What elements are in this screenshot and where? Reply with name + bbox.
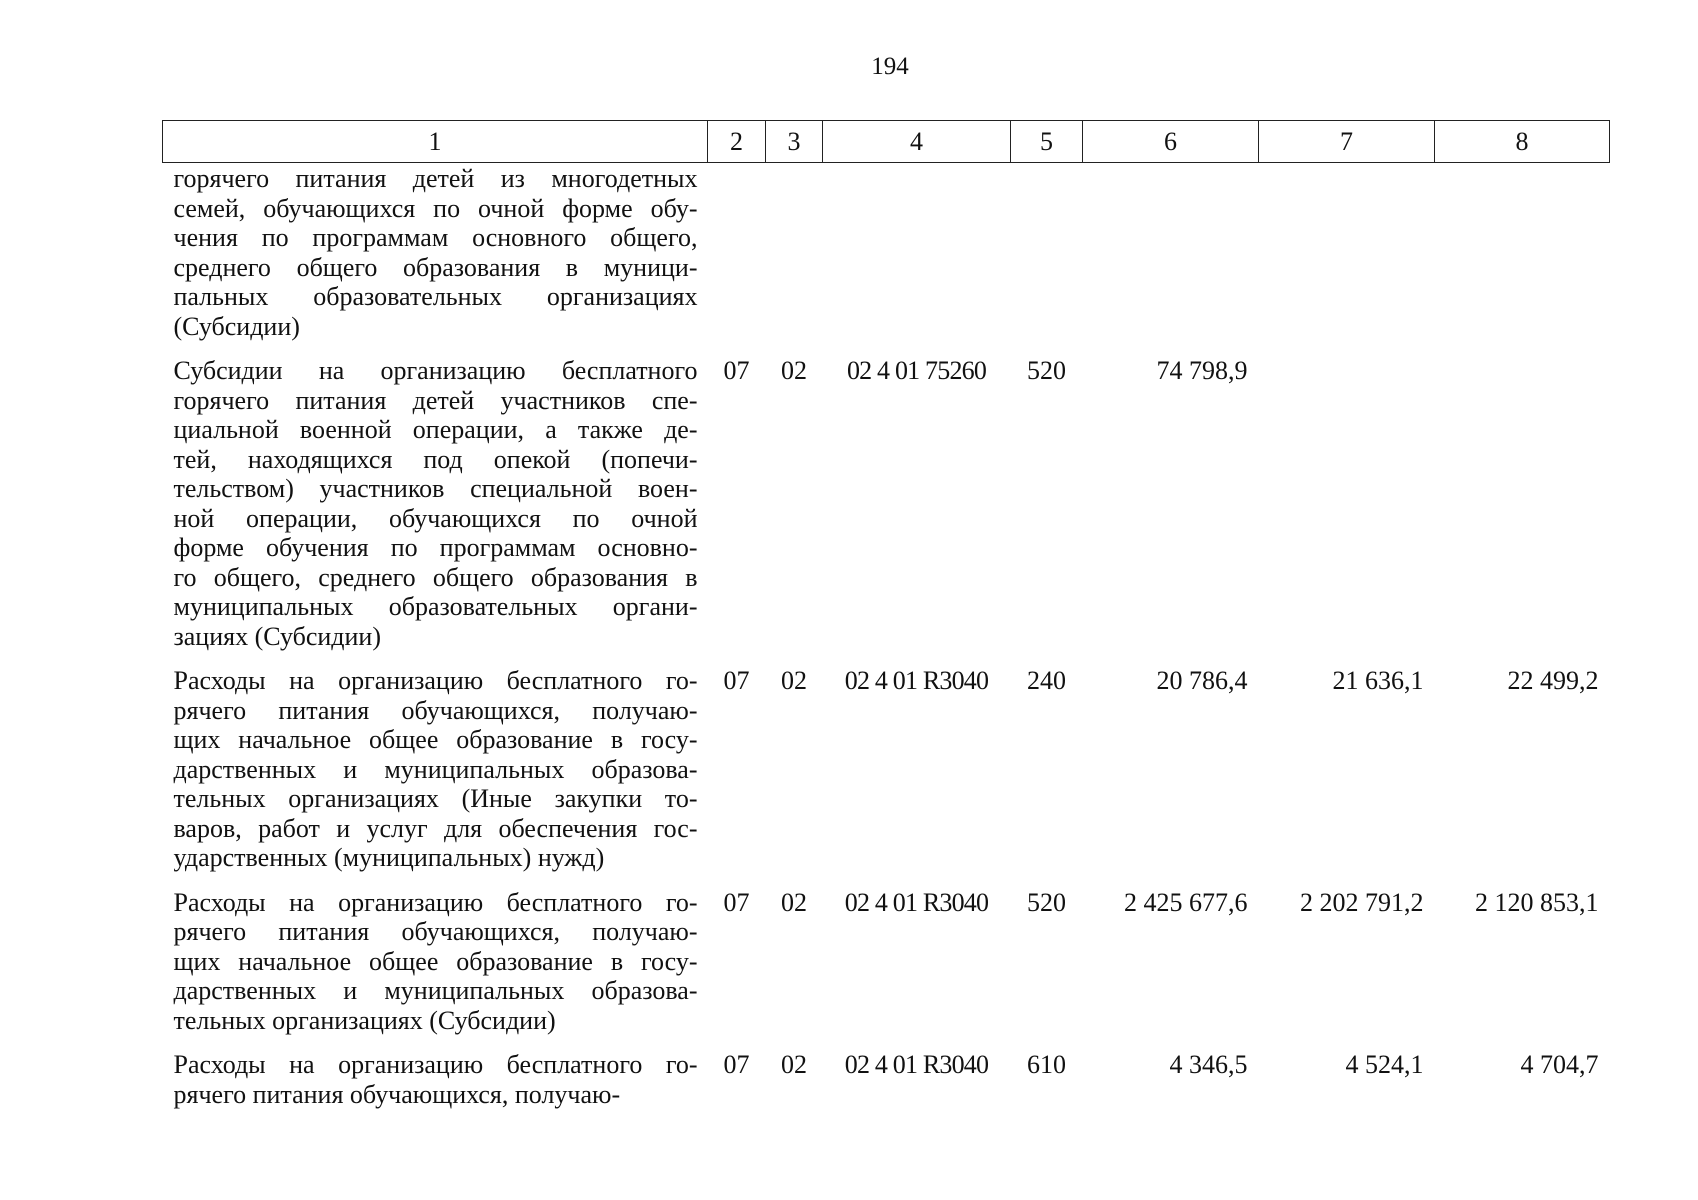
description-line: горячего питания детей участников спе- bbox=[173, 385, 698, 415]
cell-expense-type bbox=[1011, 163, 1083, 357]
cell-amount-year-3 bbox=[1435, 356, 1610, 666]
cell-description bbox=[163, 666, 708, 888]
cell-amount-year-2: 21 636,1 bbox=[1332, 666, 1424, 695]
cell-amount-year-3: 2 120 853,1 bbox=[1475, 887, 1599, 917]
description-line: циальной военной операции, а также де- bbox=[173, 415, 698, 444]
cell-target-article: 02 4 01 R3040 bbox=[844, 666, 989, 695]
header-col-2: 2 bbox=[708, 121, 766, 163]
cell-amount-year-1: 74 798,9 bbox=[1156, 356, 1248, 385]
cell-amount-year-2: 4 524,1 bbox=[1345, 1050, 1424, 1079]
cell-amount-year-2: 2 202 791,2 bbox=[1300, 887, 1424, 917]
cell-amount-year-3: 22 499,2 bbox=[1507, 666, 1599, 695]
cell-amount-year-1: 2 425 677,6 bbox=[1124, 887, 1248, 917]
description-line: среднего общего образования в муници- bbox=[173, 252, 698, 282]
description-line: дарственных и муниципальных образова- bbox=[173, 754, 698, 784]
cell-subsection: 02 bbox=[781, 887, 807, 917]
cell-amount-year-1: 20 786,4 bbox=[1156, 666, 1248, 695]
description-line: рячего питания обучающихся, получаю- bbox=[173, 1079, 621, 1109]
description-line: тельством) участников специальной воен- bbox=[173, 474, 698, 503]
cell-description bbox=[163, 1050, 708, 1124]
cell-target-article bbox=[823, 163, 1011, 357]
cell-section bbox=[708, 163, 766, 357]
cell-section: 07 bbox=[723, 356, 750, 385]
cell-description bbox=[163, 356, 708, 666]
description-line: рячего питания обучающихся, получаю- bbox=[173, 695, 698, 725]
header-col-4: 4 bbox=[823, 121, 1011, 163]
cell-expense-type: 520 bbox=[1027, 887, 1066, 917]
cell-amount-year-3 bbox=[1435, 163, 1610, 357]
description-line: форме обучения по программам основно- bbox=[173, 533, 698, 562]
description-line: тей, находящихся под опекой (попечи- bbox=[173, 444, 698, 474]
description-line: тельных организациях (Субсидии) bbox=[173, 1005, 556, 1035]
description-line: щих начальное общее образование в госу- bbox=[173, 725, 698, 754]
cell-section: 07 bbox=[723, 887, 750, 917]
description-line: семей, обучающихся по очной форме обу- bbox=[173, 193, 698, 223]
cell-expense-type: 520 bbox=[1027, 356, 1066, 385]
header-col-6: 6 bbox=[1083, 121, 1259, 163]
description-line: рячего питания обучающихся, получаю- bbox=[173, 917, 698, 946]
cell-target-article: 02 4 01 R3040 bbox=[844, 887, 989, 917]
description-line: чения по программам основного общего, bbox=[173, 223, 698, 252]
cell-amount-year-2 bbox=[1259, 356, 1435, 666]
description-line: дарственных и муниципальных образова- bbox=[173, 976, 698, 1005]
description-line: Расходы на организацию бесплатного го- bbox=[173, 666, 698, 695]
table-row bbox=[163, 163, 1610, 357]
header-col-1: 1 bbox=[163, 121, 708, 163]
description-line: ной операции, обучающихся по очной bbox=[173, 503, 698, 533]
cell-amount-year-1: 4 346,5 bbox=[1169, 1050, 1248, 1079]
cell-section: 07 bbox=[723, 666, 750, 695]
cell-subsection: 02 bbox=[781, 1050, 807, 1079]
cell-expense-type: 610 bbox=[1027, 1050, 1066, 1079]
header-col-5: 5 bbox=[1011, 121, 1083, 163]
description-line: щих начальное общее образование в госу- bbox=[173, 946, 698, 976]
description-line: пальных образовательных организациях bbox=[173, 282, 698, 311]
table-row bbox=[163, 356, 1610, 666]
table-row bbox=[163, 666, 1610, 888]
description-line: (Субсидии) bbox=[173, 311, 300, 341]
cell-amount-year-2 bbox=[1259, 163, 1435, 357]
description-line: ударственных (муниципальных) нужд) bbox=[173, 843, 605, 872]
header-row bbox=[163, 121, 1610, 163]
header-col-8: 8 bbox=[1435, 121, 1610, 163]
cell-subsection bbox=[766, 163, 823, 357]
cell-subsection: 02 bbox=[781, 356, 807, 385]
description-line: тельных организациях (Иные закупки то- bbox=[173, 784, 698, 813]
description-line: варов, работ и услуг для обеспечения гос- bbox=[173, 813, 698, 843]
description-line: горячего питания детей из многодетных bbox=[173, 164, 698, 193]
table-header bbox=[163, 121, 1610, 163]
cell-amount-year-1 bbox=[1083, 163, 1259, 357]
table-body bbox=[163, 163, 1610, 1125]
budget-table bbox=[162, 120, 1610, 1124]
cell-amount-year-3: 4 704,7 bbox=[1520, 1050, 1599, 1079]
description-line: го общего, среднего общего образования в bbox=[173, 562, 698, 592]
description-line: Субсидии на организацию бесплатного bbox=[173, 356, 698, 385]
page-number: 194 bbox=[871, 53, 909, 80]
header-col-3: 3 bbox=[766, 121, 823, 163]
cell-expense-type: 240 bbox=[1027, 666, 1066, 695]
description-line: Расходы на организацию бесплатного го- bbox=[173, 1050, 698, 1079]
description-line: муниципальных образовательных органи- bbox=[173, 592, 698, 621]
cell-target-article: 02 4 01 R3040 bbox=[844, 1050, 989, 1079]
cell-target-article: 02 4 01 75260 bbox=[846, 356, 987, 385]
cell-description bbox=[163, 163, 708, 357]
table-row bbox=[163, 1050, 1610, 1124]
header-col-7: 7 bbox=[1259, 121, 1435, 163]
cell-subsection: 02 bbox=[781, 666, 807, 695]
table-row bbox=[163, 888, 1610, 1051]
cell-section: 07 bbox=[723, 1050, 750, 1079]
description-line: Расходы на организацию бесплатного го- bbox=[173, 887, 698, 917]
cell-description bbox=[163, 888, 708, 1051]
description-line: зациях (Субсидии) bbox=[173, 621, 382, 651]
